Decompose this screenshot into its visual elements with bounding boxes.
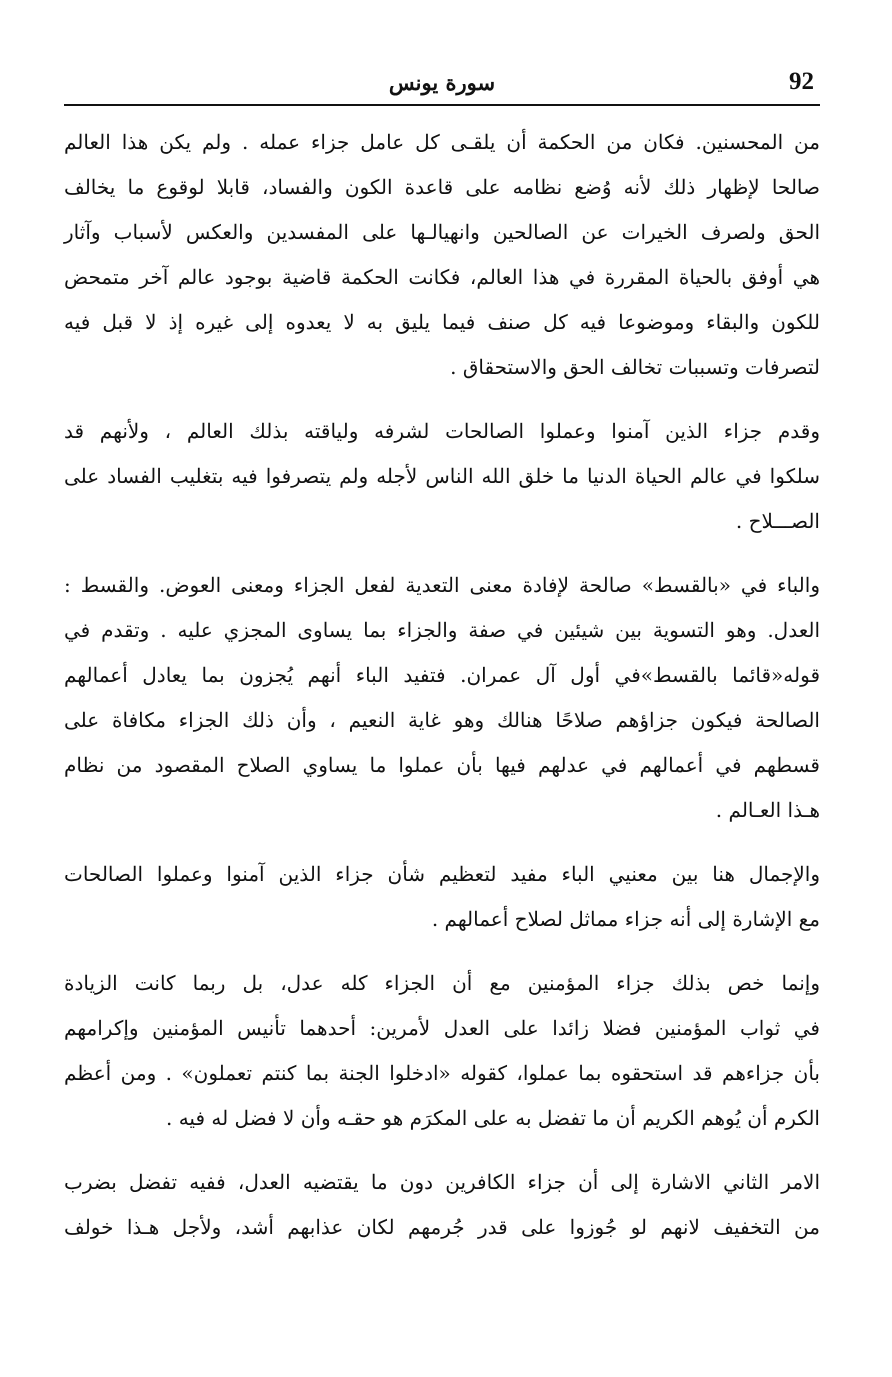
text-line: والإجمال هنا بين معنيي الباء مفيد لتعظيم شأن جزاء الذين آمنوا وعملوا الصالحات	[64, 862, 820, 886]
text-line: من التخفيف لانهم لو جُوزوا على قدر جُرمهم لكان عذابهم أشد، ولأجل هـذا خولف	[64, 1215, 820, 1239]
running-title: سورة يونس	[388, 70, 496, 95]
text-line: مع الإشارة إلى أنه جزاء مماثل لصلاح أعمالهم .	[431, 907, 820, 931]
paragraph	[64, 120, 820, 390]
text-line: من المحسنين. فكان من الحكمة أن يلقـى كل عامل جزاء عمله . ولم يكن هذا العالم	[64, 130, 820, 154]
text-line: الحق ولصرف الخيرات عن الصالحين وانهيالـها على المفسدين والعكس لأسباب وآثار	[64, 220, 820, 244]
paragraph-gap	[64, 833, 820, 852]
text-line: الصالحة فيكون جزاؤهم صلاحًا هنالك وهو غاية النعيم ، وأن ذلك الجزاء مكافاة على	[64, 708, 820, 732]
text-line: صالحا لإظهار ذلك لأنه وُضع نظامه على قاعدة الكون والفساد، قابلا لوقوع ما يخالف	[64, 175, 820, 199]
paragraph	[64, 563, 820, 833]
paragraph	[64, 961, 820, 1141]
page-body	[64, 120, 820, 1239]
text-line: قوله«قائما بالقسط»في أول آل عمران. فتفيد الباء أنهم يُجزون بما يعادل أعمالهم	[64, 663, 820, 687]
page-number: 92	[789, 68, 814, 95]
text-line: والباء في «بالقسط» صالحة لإفادة معنى التعدية لفعل الجزاء ومعنى العوض. والقسط :	[64, 573, 820, 597]
text-line: قسطهم في أعمالهم في عدلهم فيها بأن عملوا ما يساوي الصلاح المقصود من نظام	[64, 753, 820, 777]
text-line: هي أوفق بالحياة المقررة في هذا العالم، فكانت الحكمة قاضية بوجود عالم آخر متمحض	[64, 265, 820, 289]
paragraph-gap	[64, 942, 820, 961]
text-line: لتصرفات وتسببات تخالف الحق والاستحقاق .	[450, 355, 820, 379]
header-rule	[64, 104, 820, 106]
paragraph	[64, 1160, 820, 1250]
text-line: هـذا العـالم .	[715, 798, 820, 822]
text-line: بأن جزاءهم قد استحقوه بما عملوا، كقوله «ادخلوا الجنة بما كنتم تعملون» . ومن أعظم	[64, 1061, 820, 1085]
text-line: الكرم أن يُوهم الكريم أن ما تفضل به على المكرَم هو حقـه وأن لا فضل له فيه .	[165, 1106, 820, 1130]
paragraph-gap	[64, 1141, 820, 1160]
paragraph	[64, 409, 820, 544]
text-line: الصـــلاح .	[735, 509, 820, 533]
text-line: للكون والبقاء وموضوعا فيه كل صنف فيما يليق به لا يعدوه إلى غيره إذ لا قبل فيه	[64, 310, 820, 334]
paragraph	[64, 852, 820, 942]
paragraph-gap	[64, 390, 820, 409]
text-line: الامر الثاني الاشارة إلى أن جزاء الكافرين دون ما يقتضيه العدل، ففيه تفضل بضرب	[64, 1170, 820, 1194]
text-line: العدل. وهو التسوية بين شيئين في صفة والجزاء بما يساوى المجزي عليه . وتقدم في	[64, 618, 820, 642]
text-line: وقدم جزاء الذين آمنوا وعملوا الصالحات لشرفه ولياقته بذلك العالم ، ولأنهم قد	[64, 419, 820, 443]
text-line: وإنما خص بذلك جزاء المؤمنين مع أن الجزاء كله عدل، بل ربما كانت الزيادة	[64, 971, 820, 995]
paragraph-gap	[64, 544, 820, 563]
page-header	[64, 66, 820, 106]
text-line: في ثواب المؤمنين فضلا زائدا على العدل لأمرين: أحدهما تأنيس المؤمنين وإكرامهم	[64, 1016, 820, 1040]
text-line: سلكوا في عالم الحياة الدنيا ما خلق الله الناس لأجله ولم يتصرفوا فيه بتغليب الفساد على	[64, 464, 820, 488]
